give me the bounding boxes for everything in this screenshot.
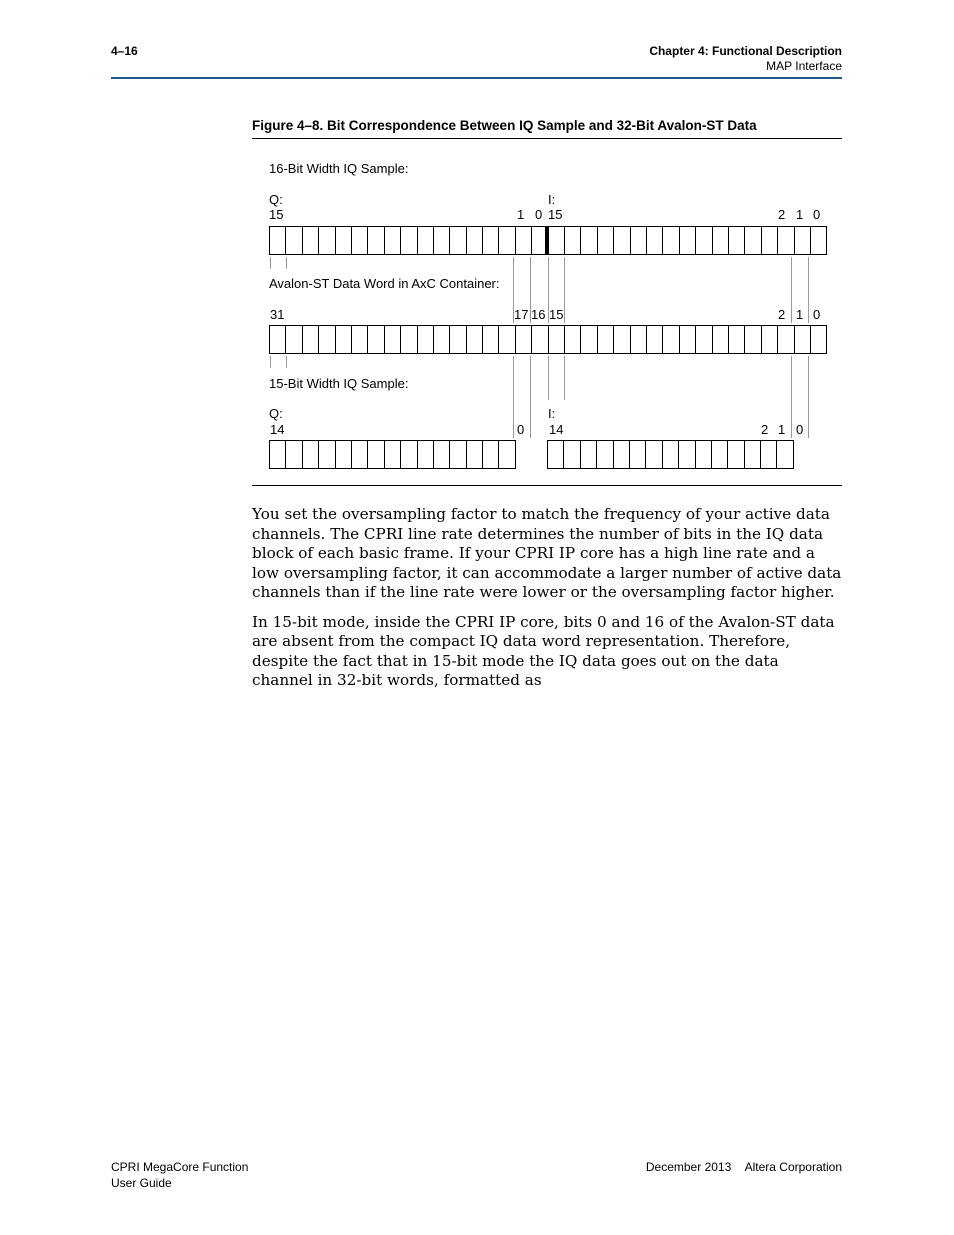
bit-cell [549,226,565,255]
bit-cell [467,440,483,469]
bit-cell [614,226,630,255]
bit-cell [401,325,417,354]
connector [791,356,792,438]
bit-cell [499,325,515,354]
bit-cell [598,226,614,255]
connector [564,257,565,323]
bit-cell [352,226,368,255]
figure-title: Figure 4–8. Bit Correspondence Between IQ Sample and 32-Bit Avalon-ST Data [252,118,757,133]
row2-bit-cells [269,325,827,354]
row3-q-bit-cells [269,440,516,469]
row1-i-msb: 15 [548,207,563,222]
bit-cell [565,325,581,354]
row2-bit1: 1 [796,307,804,322]
bit-cell [418,440,434,469]
bit-cell [729,325,745,354]
bit-cell [450,226,466,255]
bit-cell [663,226,679,255]
row2-bit15: 15 [549,307,564,322]
bit-cell [450,325,466,354]
bit-cell [303,226,319,255]
bit-cell [336,226,352,255]
bit-cell [286,226,302,255]
connector [286,356,287,368]
chapter-title: Chapter 4: Functional Description [649,44,842,58]
bit-cell [319,226,335,255]
bit-cell [483,325,499,354]
row3-i-bit0: 0 [796,422,804,437]
row1-q-bit0: 0 [535,207,543,222]
bit-cell [401,440,417,469]
bit-cell [728,440,744,469]
row3-i-bit-cells [547,440,794,469]
bit-cell [352,325,368,354]
row1-q-i-divider [545,226,548,255]
bit-cell [647,325,663,354]
connector [513,356,514,438]
bit-cell [483,226,499,255]
bit-cell [581,226,597,255]
row1-i-bit2: 2 [778,207,786,222]
bit-cell [762,226,778,255]
bit-cell [548,440,564,469]
bit-cell [646,440,662,469]
row2-bit31: 31 [270,307,285,322]
bit-cell [679,440,695,469]
bit-cell [270,440,286,469]
bit-cell [565,226,581,255]
bit-cell [385,325,401,354]
row3-label: 15-Bit Width IQ Sample: [269,376,409,391]
row1-bit-cells [269,226,827,255]
footer-date: December 2013 [645,1160,732,1174]
bit-cell [762,325,778,354]
bit-cell [811,226,827,255]
row3-i-label: I: [548,406,556,421]
bit-cell [434,226,450,255]
footer-left [111,1159,248,1191]
connector [270,356,271,368]
bit-cell [368,226,384,255]
connector [791,257,792,323]
bit-cell [434,325,450,354]
footer-right [646,1159,842,1175]
row3-q-label: Q: [269,406,283,421]
row2-label: Avalon-ST Data Word in AxC Container: [269,276,500,291]
bit-cell [368,440,384,469]
bit-cell [745,325,761,354]
bit-cell [499,226,515,255]
connector [564,356,565,400]
figure-rule-bottom [252,485,842,486]
row1-i-bit0: 0 [813,207,821,222]
bit-cell [581,325,597,354]
bit-cell [303,440,319,469]
row1-label: 16-Bit Width IQ Sample: [269,161,409,176]
bit-cell [614,440,630,469]
row2-bit0: 0 [813,307,821,322]
bit-cell [811,325,827,354]
connector [548,356,549,400]
bit-cell [696,440,712,469]
bit-cell [680,325,696,354]
bit-cell [516,325,532,354]
bit-cell [286,440,302,469]
section-title: MAP Interface [766,59,842,73]
bit-cell [450,440,466,469]
connector [808,356,809,438]
bit-cell [418,325,434,354]
bit-cell [597,440,613,469]
bit-cell [434,440,450,469]
row2-bit2: 2 [778,307,786,322]
bit-cell [631,325,647,354]
bit-cell [549,325,565,354]
bit-cell [680,226,696,255]
row3-i-bit1: 1 [778,422,786,437]
row1-i-bit1: 1 [796,207,804,222]
bit-cell [385,226,401,255]
paragraph-15bit-mode: In 15-bit mode, inside the CPRI IP core, bits 0 and 16 of the Avalon-ST data are absent from the compact IQ data word representation. Therefore, despite the fact that in 15-bit mode the IQ data goes out on the data channel in 32-bit words, formatted as [252,612,835,689]
bit-cell [352,440,368,469]
bit-cell [418,226,434,255]
row2-bit17: 17 [514,307,529,322]
bit-cell [647,226,663,255]
footer-company: Altera Corporation [744,1160,842,1174]
bit-cell [499,440,515,469]
bit-cell [663,440,679,469]
bit-cell [713,325,729,354]
bit-cell [483,440,499,469]
bit-cell [745,440,761,469]
connector [286,257,287,269]
bit-cell [336,325,352,354]
bit-cell [745,226,761,255]
bit-cell [614,325,630,354]
bit-cell [598,325,614,354]
bit-cell [516,226,532,255]
bit-cell [713,226,729,255]
footer-doc-subtitle: User Guide [111,1176,172,1190]
bit-cell [729,226,745,255]
connector [530,356,531,438]
bit-cell [696,226,712,255]
bit-cell [401,226,417,255]
paragraph-oversampling: You set the oversampling factor to match the frequency of your active data channels. The CPRI line rate determines the number of bits in the IQ data block of each basic frame. If your CPRI IP core has a high line rate and a low oversampling factor, it can accommodate a larger number of active data channels than if the line rate were lower or the oversampling factor higher. [252,505,842,601]
bit-cell [270,325,286,354]
bit-cell [630,440,646,469]
bit-cell [712,440,728,469]
bit-cell [581,440,597,469]
row1-q-bit1: 1 [517,207,525,222]
bit-cell [467,226,483,255]
connector [808,257,809,323]
bit-cell [385,440,401,469]
footer-doc-title: CPRI MegaCore Function [111,1160,249,1174]
row3-q-bit0: 0 [517,422,525,437]
row3-q-msb: 14 [270,422,285,437]
bit-cell [564,440,580,469]
bit-cell [467,325,483,354]
bit-cell [303,325,319,354]
bit-cell [532,325,548,354]
bit-cell [778,325,794,354]
bit-cell [631,226,647,255]
bit-cell [778,226,794,255]
bit-cell [761,440,777,469]
bit-cell [319,325,335,354]
bit-cell [286,325,302,354]
bit-cell [777,440,793,469]
bit-cell [663,325,679,354]
row1-q-label: Q: [269,192,283,207]
row2-bit16: 16 [531,307,546,322]
bit-cell [319,440,335,469]
body-text [252,505,844,701]
row3-i-msb: 14 [549,422,564,437]
bit-cell [696,325,712,354]
bit-cell [795,226,811,255]
bit-cell [795,325,811,354]
bit-cell [368,325,384,354]
row3-i-bit2: 2 [761,422,769,437]
connector [270,257,271,269]
page-number: 4–16 [111,44,138,58]
bit-cell [270,226,286,255]
bit-cell [336,440,352,469]
row1-i-label: I: [548,192,556,207]
row1-q-msb: 15 [269,207,284,222]
